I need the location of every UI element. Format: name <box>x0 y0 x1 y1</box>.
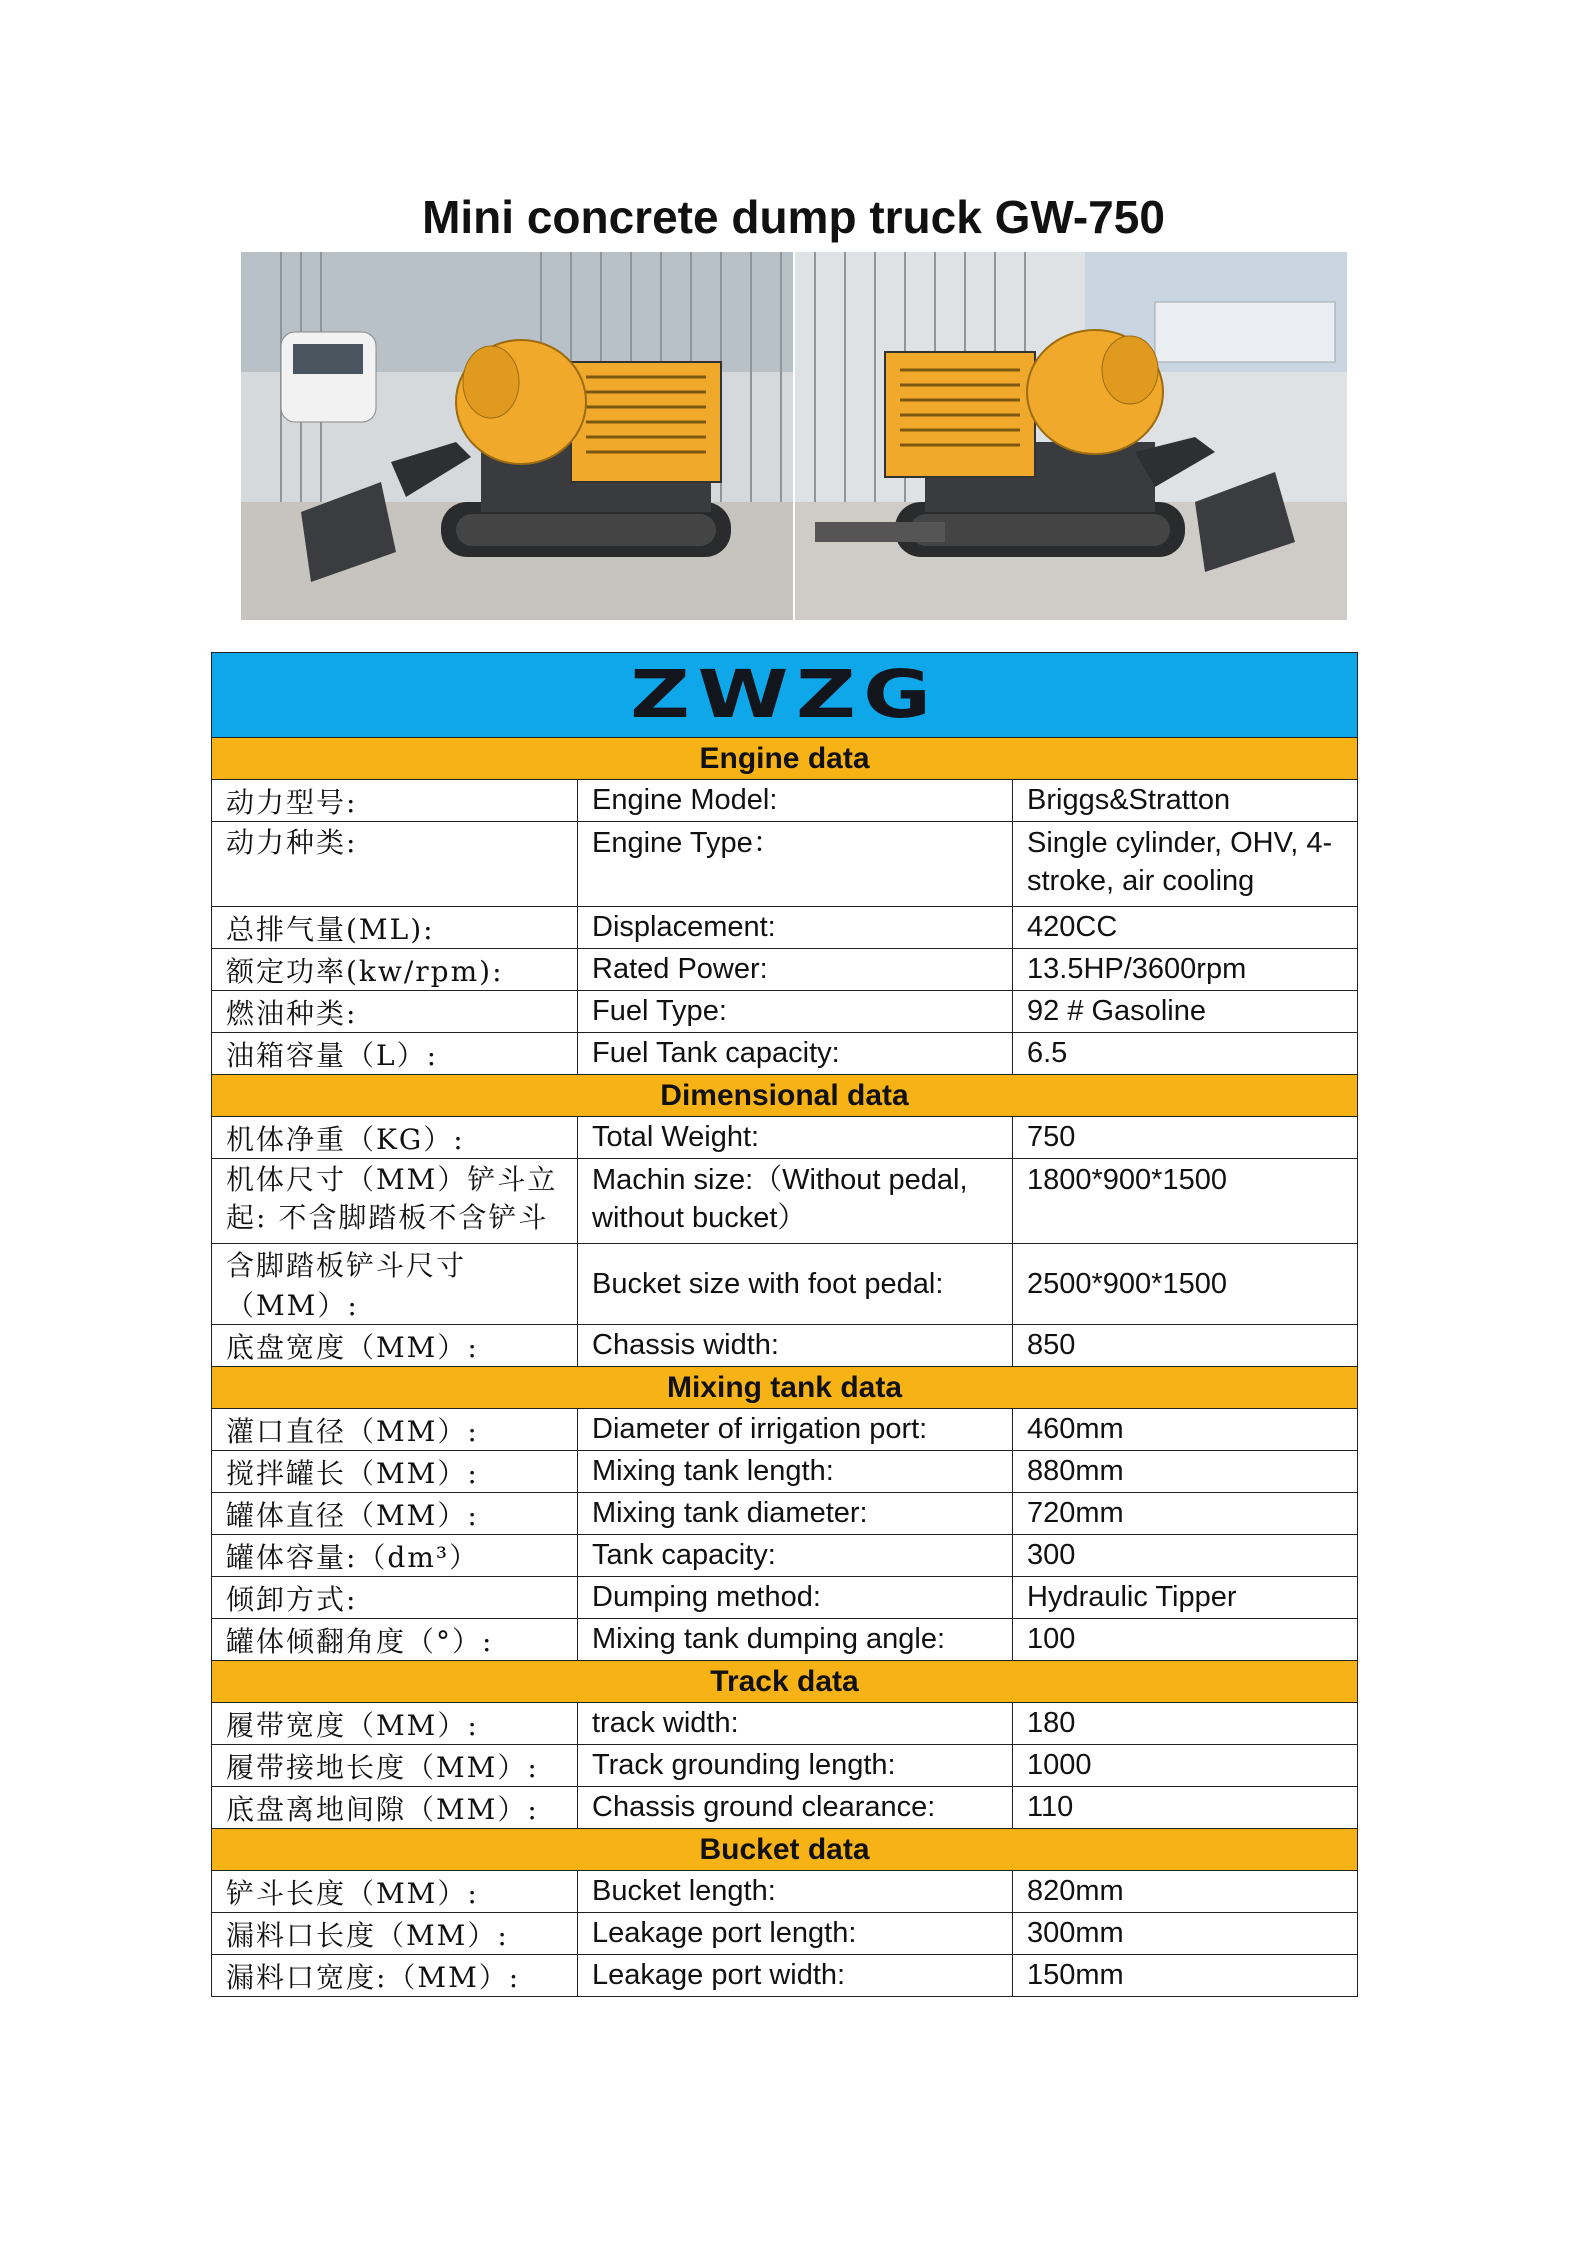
spec-value: Single cylinder, OHV, 4-stroke, air cooling <box>1013 822 1358 907</box>
spec-value: 720mm <box>1013 1493 1358 1535</box>
section-heading: Engine data <box>212 738 1358 780</box>
brand-logo: ZWZG <box>630 656 939 733</box>
brand-banner <box>212 653 1358 738</box>
chinese-label: 底盘离地间隙（MM）: <box>212 1787 578 1829</box>
english-label: Track grounding length: <box>578 1745 1013 1787</box>
chinese-label: 铲斗长度（MM）: <box>212 1871 578 1913</box>
table-row <box>212 949 1358 991</box>
chinese-label: 油箱容量（L）: <box>212 1033 578 1075</box>
section-header-row <box>212 1367 1358 1409</box>
section-heading: Bucket data <box>212 1829 1358 1871</box>
spec-value: 110 <box>1013 1787 1358 1829</box>
english-label: Mixing tank dumping angle: <box>578 1619 1013 1661</box>
english-label: Chassis ground clearance: <box>578 1787 1013 1829</box>
spec-value: 150mm <box>1013 1955 1358 1997</box>
table-row <box>212 1409 1358 1451</box>
english-label: Leakage port width: <box>578 1955 1013 1997</box>
chinese-label: 动力型号: <box>212 780 578 822</box>
table-row <box>212 1955 1358 1997</box>
chinese-label: 总排气量(ML): <box>212 907 578 949</box>
chinese-label: 机体尺寸（MM）铲斗立起: 不含脚踏板不含铲斗 <box>212 1159 578 1244</box>
chinese-label: 漏料口宽度:（MM）: <box>212 1955 578 1997</box>
product-photo-right <box>795 252 1347 620</box>
section-heading: Mixing tank data <box>212 1367 1358 1409</box>
table-row <box>212 991 1358 1033</box>
table-row <box>212 1703 1358 1745</box>
spec-value: 880mm <box>1013 1451 1358 1493</box>
table-row <box>212 1159 1358 1244</box>
table-row <box>212 1244 1358 1325</box>
english-label: Fuel Tank capacity: <box>578 1033 1013 1075</box>
english-label: Rated Power: <box>578 949 1013 991</box>
section-heading: Track data <box>212 1661 1358 1703</box>
chinese-label: 罐体容量:（dm³） <box>212 1535 578 1577</box>
english-label: Dumping method: <box>578 1577 1013 1619</box>
section-header-row <box>212 1829 1358 1871</box>
chinese-label: 燃油种类: <box>212 991 578 1033</box>
chinese-label: 履带接地长度（MM）: <box>212 1745 578 1787</box>
table-row <box>212 1535 1358 1577</box>
table-row <box>212 780 1358 822</box>
chinese-label: 含脚踏板铲斗尺寸（MM）: <box>212 1244 578 1325</box>
table-row <box>212 1619 1358 1661</box>
spec-value: 750 <box>1013 1117 1358 1159</box>
spec-value: 2500*900*1500 <box>1013 1244 1358 1325</box>
english-label: Tank capacity: <box>578 1535 1013 1577</box>
spec-value: Briggs&Stratton <box>1013 780 1358 822</box>
english-label: Leakage port length: <box>578 1913 1013 1955</box>
english-label: Diameter of irrigation port: <box>578 1409 1013 1451</box>
brand-row <box>212 653 1358 738</box>
english-label: Mixing tank diameter: <box>578 1493 1013 1535</box>
table-row <box>212 1787 1358 1829</box>
spec-value: Hydraulic Tipper <box>1013 1577 1358 1619</box>
english-label: Machin size:（Without pedal, without bucket） <box>578 1159 1013 1244</box>
spec-value: 300mm <box>1013 1913 1358 1955</box>
spec-value: 180 <box>1013 1703 1358 1745</box>
spec-value: 13.5HP/3600rpm <box>1013 949 1358 991</box>
chinese-label: 额定功率(kw/rpm): <box>212 949 578 991</box>
spec-value: 420CC <box>1013 907 1358 949</box>
english-label: Displacement: <box>578 907 1013 949</box>
spec-value: 1800*900*1500 <box>1013 1159 1358 1244</box>
spec-value: 1000 <box>1013 1745 1358 1787</box>
chinese-label: 机体净重（KG）: <box>212 1117 578 1159</box>
chinese-label: 漏料口长度（MM）: <box>212 1913 578 1955</box>
page-title: Mini concrete dump truck GW-750 <box>422 191 1165 243</box>
chinese-label: 罐体直径（MM）: <box>212 1493 578 1535</box>
english-label: Bucket length: <box>578 1871 1013 1913</box>
spec-value: 820mm <box>1013 1871 1358 1913</box>
table-row <box>212 1871 1358 1913</box>
table-row <box>212 1577 1358 1619</box>
section-header-row <box>212 738 1358 780</box>
product-photos <box>241 252 1347 620</box>
chinese-label: 罐体倾翻角度（°）: <box>212 1619 578 1661</box>
english-label: track width: <box>578 1703 1013 1745</box>
chinese-label: 动力种类: <box>212 822 578 907</box>
spec-value: 6.5 <box>1013 1033 1358 1075</box>
chinese-label: 底盘宽度（MM）: <box>212 1325 578 1367</box>
spec-value: 850 <box>1013 1325 1358 1367</box>
english-label: Bucket size with foot pedal: <box>578 1244 1013 1325</box>
table-row <box>212 1117 1358 1159</box>
chinese-label: 倾卸方式: <box>212 1577 578 1619</box>
spec-value: 300 <box>1013 1535 1358 1577</box>
table-row <box>212 1451 1358 1493</box>
section-heading: Dimensional data <box>212 1075 1358 1117</box>
table-row <box>212 1745 1358 1787</box>
table-row <box>212 1033 1358 1075</box>
table-row <box>212 822 1358 907</box>
section-header-row <box>212 1075 1358 1117</box>
spec-value: 460mm <box>1013 1409 1358 1451</box>
table-row <box>212 1325 1358 1367</box>
section-header-row <box>212 1661 1358 1703</box>
english-label: Engine Model: <box>578 780 1013 822</box>
chinese-label: 履带宽度（MM）: <box>212 1703 578 1745</box>
table-row <box>212 907 1358 949</box>
spec-value: 100 <box>1013 1619 1358 1661</box>
english-label: Chassis width: <box>578 1325 1013 1367</box>
table-row <box>212 1493 1358 1535</box>
english-label: Engine Type： <box>578 822 1013 907</box>
table-row <box>212 1913 1358 1955</box>
spec-table <box>211 652 1357 1997</box>
spec-value: 92 # Gasoline <box>1013 991 1358 1033</box>
english-label: Mixing tank length: <box>578 1451 1013 1493</box>
english-label: Total Weight: <box>578 1117 1013 1159</box>
english-label: Fuel Type: <box>578 991 1013 1033</box>
chinese-label: 搅拌罐长（MM）: <box>212 1451 578 1493</box>
product-photo-left <box>241 252 793 620</box>
chinese-label: 灌口直径（MM）: <box>212 1409 578 1451</box>
